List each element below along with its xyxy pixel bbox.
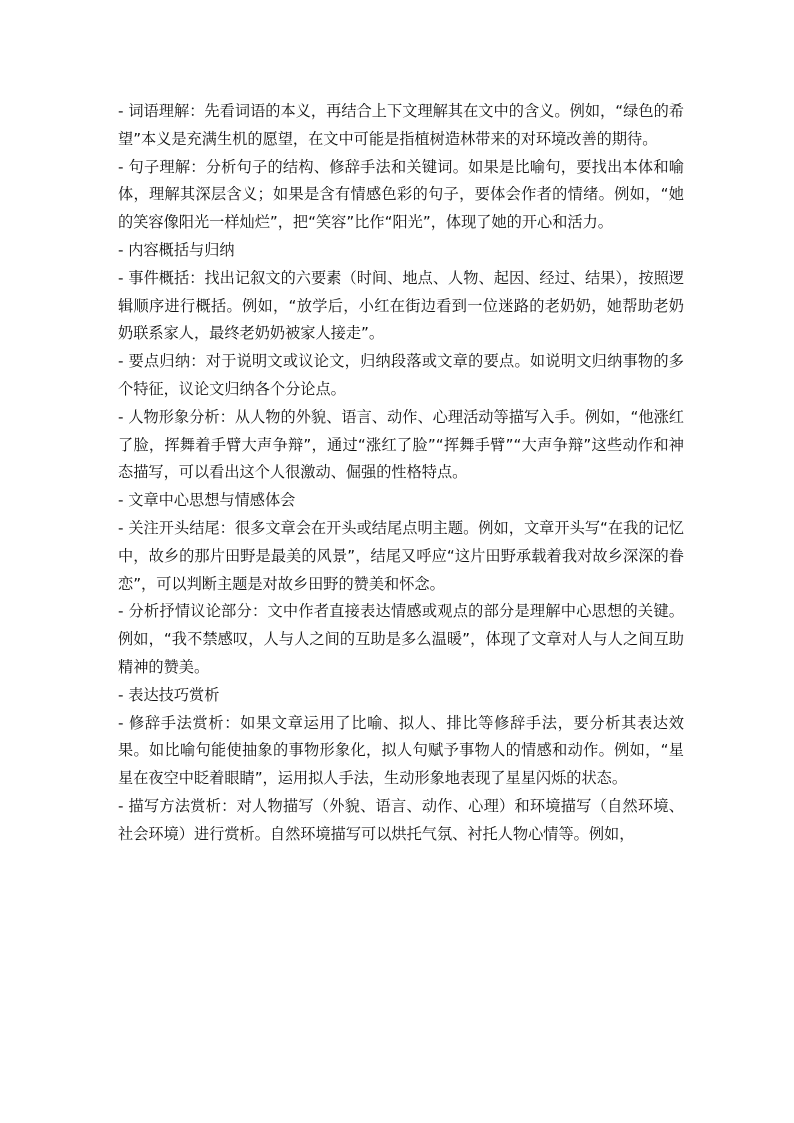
paragraph-opening-ending: - 关注开头结尾：很多文章会在开头或结尾点明主题。例如，文章开头写“在我的记忆中，故乡的那片田野是最美的风景”，结尾又呼应“这片田野承载着我对故乡深深的眷恋”，可以判断主题是对故乡田野的赞美和怀念。: [118, 518, 684, 593]
section-heading-central-idea: - 文章中心思想与情感体会: [118, 491, 296, 510]
paragraph-key-points: - 要点归纳：对于说明文或议论文，归纳段落或文章的要点。如说明文归纳事物的多个特征，议论文归纳各个分论点。: [118, 352, 684, 398]
paragraph-rhetoric-appreciation: - 修辞手法赏析：如果文章运用了比喻、拟人、排比等修辞手法，要分析其表达效果。如比喻句能使抽象的事物形象化，拟人句赋予事物人的情感和动作。例如，“星星在夜空中眨着眼睛”，运用拟人手法，生动形象地表现了星星闪烁的状态。: [118, 713, 684, 788]
section-heading-expression-techniques: - 表达技巧赏析: [118, 685, 220, 704]
paragraph-event-summary: - 事件概括：找出记叙文的六要素（时间、地点、人物、起因、经过、结果），按照逻辑顺序进行概括。例如，“放学后，小红在街边看到一位迷路的老奶奶，她帮助老奶奶联系家人，最终老奶奶被家人接走”。: [118, 268, 684, 343]
paragraph-lyrical-argument: - 分析抒情议论部分：文中作者直接表达情感或观点的部分是理解中心思想的关键。例如，“我不禁感叹，人与人之间的互助是多么温暖”，体现了文章对人与人之间互助精神的赞美。: [118, 602, 684, 676]
paragraph-word-understanding: - 词语理解：先看词语的本义，再结合上下文理解其在文中的含义。例如，“绿色的希望”本义是充满生机的愿望，在文中可能是指植树造林带来的对环境改善的期待。: [118, 102, 684, 148]
paragraph-description-appreciation: - 描写方法赏析：对人物描写（外貌、语言、动作、心理）和环境描写（自然环境、社会环境）进行赏析。自然环境描写可以烘托气氛、衬托人物心情等。例如，: [118, 796, 684, 843]
document-body: [118, 98, 684, 849]
paragraph-character-analysis: - 人物形象分析：从人物的外貌、语言、动作、心理活动等描写入手。例如，“他涨红了脸，挥舞着手臂大声争辩”，通过“涨红了脸”“挥舞手臂”“大声争辩”这些动作和神态描写，可以看出这个人很激动、倔强的性格特点。: [118, 407, 684, 482]
section-heading-content-summary: - 内容概括与归纳: [118, 240, 235, 259]
paragraph-sentence-understanding: - 句子理解：分析句子的结构、修辞手法和关键词。如果是比喻句，要找出本体和喻体，理解其深层含义；如果是含有情感色彩的句子，要体会作者的情绪。例如，“她的笑容像阳光一样灿烂”，把“笑容”比作“阳光”，体现了她的开心和活力。: [118, 157, 684, 232]
